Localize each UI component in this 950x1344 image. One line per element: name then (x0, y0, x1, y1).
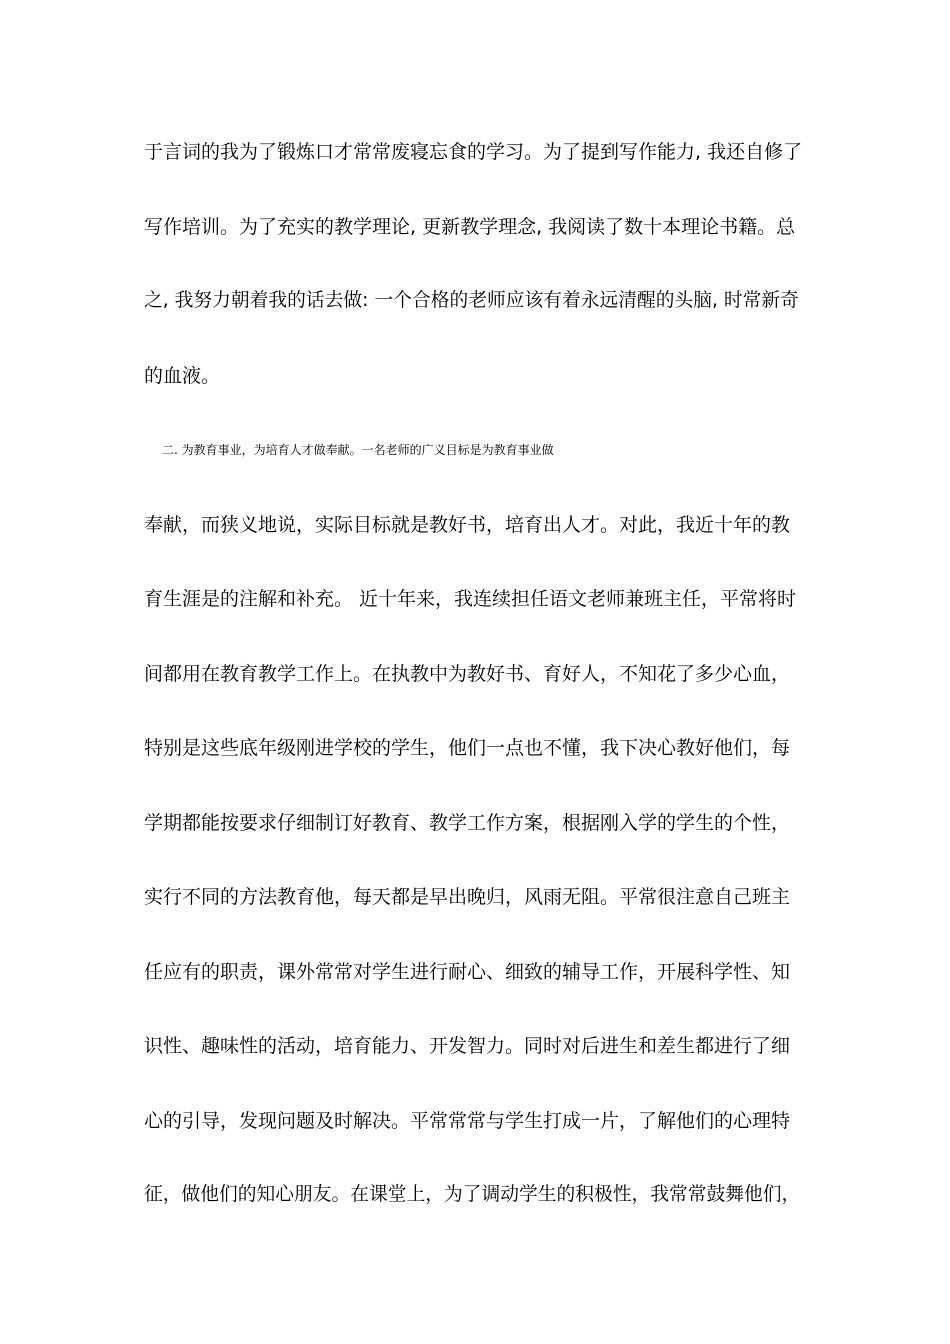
text-line-1: 于言词的我为了锻炼口才常常废寝忘食的学习。为了提到写作能力, 我还自修了 (144, 141, 803, 163)
section-two-first-line: 二. 为教育事业，为培育人才做奉献。一名老师的广义目标是为教育事业做 (162, 443, 554, 457)
text-line-11: 实行不同的方法教育他，每天都是早出晚归，风雨无阻。平常很注意自己班主 (144, 886, 791, 908)
text-line-10: 学期都能按要求仔细制订好教育、教学工作方案，根据刚入学的学生的个性， (144, 812, 791, 834)
text-line-2: 写作培训。为了充实的教学理论, 更新教学理念, 我阅读了数十本理论书籍。总 (144, 216, 796, 238)
text-line-6: 奉献，而狭义地说，实际目标就是教好书，培育出人才。对此，我近十年的教 (144, 514, 791, 536)
text-line-4: 的血液。 (144, 365, 221, 387)
text-line-7: 育生涯是的注解和补充。 近十年来，我连续担任语文老师兼班主任，平常将时 (144, 588, 797, 610)
text-line-9: 特别是这些底年级刚进学校的学生，他们一点也不懂，我下决心教好他们，每 (144, 737, 791, 759)
text-line-13: 识性、趣味性的活动，培育能力、开发智力。同时对后进生和差生都进行了细 (144, 1035, 791, 1057)
text-line-12: 任应有的职责，课外常常对学生进行耐心、细致的辅导工作，开展科学性、知 (144, 961, 791, 983)
text-line-3: 之, 我努力朝着我的话去做: 一个合格的老师应该有着永远清醒的头脑, 时常新奇 (144, 290, 799, 311)
text-line-8: 间都用在教育教学工作上。在执教中为教好书、育好人，不知花了多少心血， (144, 663, 791, 685)
text-line-14: 心的引导，发现问题及时解决。平常常常与学生打成一片，了解他们的心理特 (144, 1110, 791, 1132)
text-line-15: 征，做他们的知心朋友。在课堂上，为了调动学生的积极性，我常常鼓舞他们， (144, 1184, 801, 1205)
